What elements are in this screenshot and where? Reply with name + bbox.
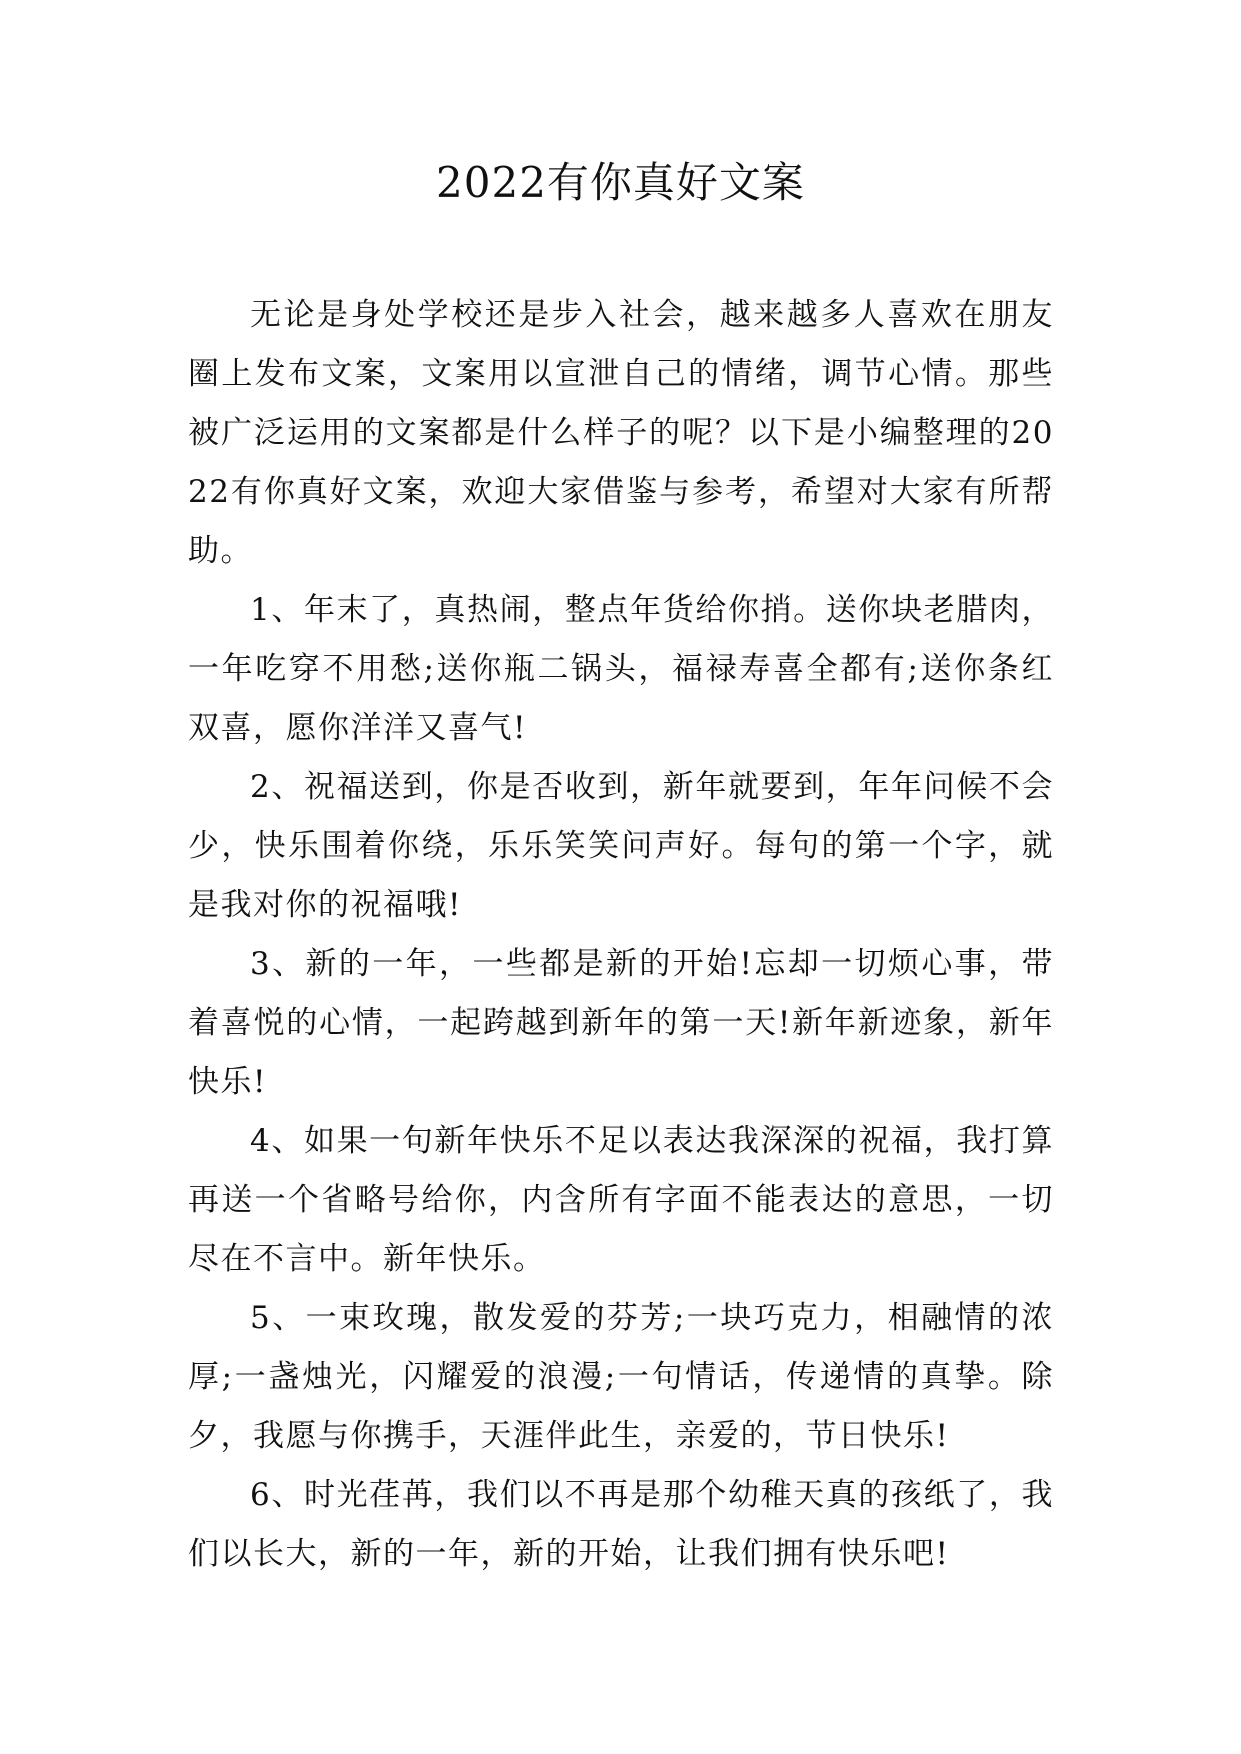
item-paragraph-2: 2、祝福送到，你是否收到，新年就要到，年年问候不会少，快乐围着你绕，乐乐笑笑问声好。每句的第一个字，就是我对你的祝福哦! <box>188 769 1054 923</box>
document-title: 2022有你真好文案 <box>436 158 805 207</box>
document-body <box>188 286 1054 1584</box>
item-paragraph-5: 5、一束玫瑰，散发爱的芬芳;一块巧克力，相融情的浓厚;一盏烛光，闪耀爱的浪漫;一句情话，传递情的真挚。除夕，我愿与你携手，天涯伴此生，亲爱的，节日快乐! <box>188 1300 1054 1454</box>
item-paragraph-4: 4、如果一句新年快乐不足以表达我深深的祝福，我打算再送一个省略号给你，内含所有字面不能表达的意思，一切尽在不言中。新年快乐。 <box>188 1123 1054 1277</box>
item-paragraph-1: 1、年末了，真热闹，整点年货给你捎。送你块老腊肉，一年吃穿不用愁;送你瓶二锅头，福禄寿喜全都有;送你条红双喜，愿你洋洋又喜气! <box>188 592 1054 746</box>
item-paragraph-3: 3、新的一年，一些都是新的开始!忘却一切烦心事，带着喜悦的心情，一起跨越到新年的第一天!新年新迹象，新年快乐! <box>188 946 1054 1100</box>
intro-paragraph: 无论是身处学校还是步入社会，越来越多人喜欢在朋友圈上发布文案，文案用以宣泄自己的情绪，调节心情。那些被广泛运用的文案都是什么样子的呢？以下是小编整理的2022有你真好文案，欢迎大家借鉴与参考，希望对大家有所帮助。 <box>188 297 1054 569</box>
item-paragraph-6: 6、时光荏苒，我们以不再是那个幼稚天真的孩纸了，我们以长大，新的一年，新的开始，让我们拥有快乐吧! <box>188 1477 1054 1572</box>
